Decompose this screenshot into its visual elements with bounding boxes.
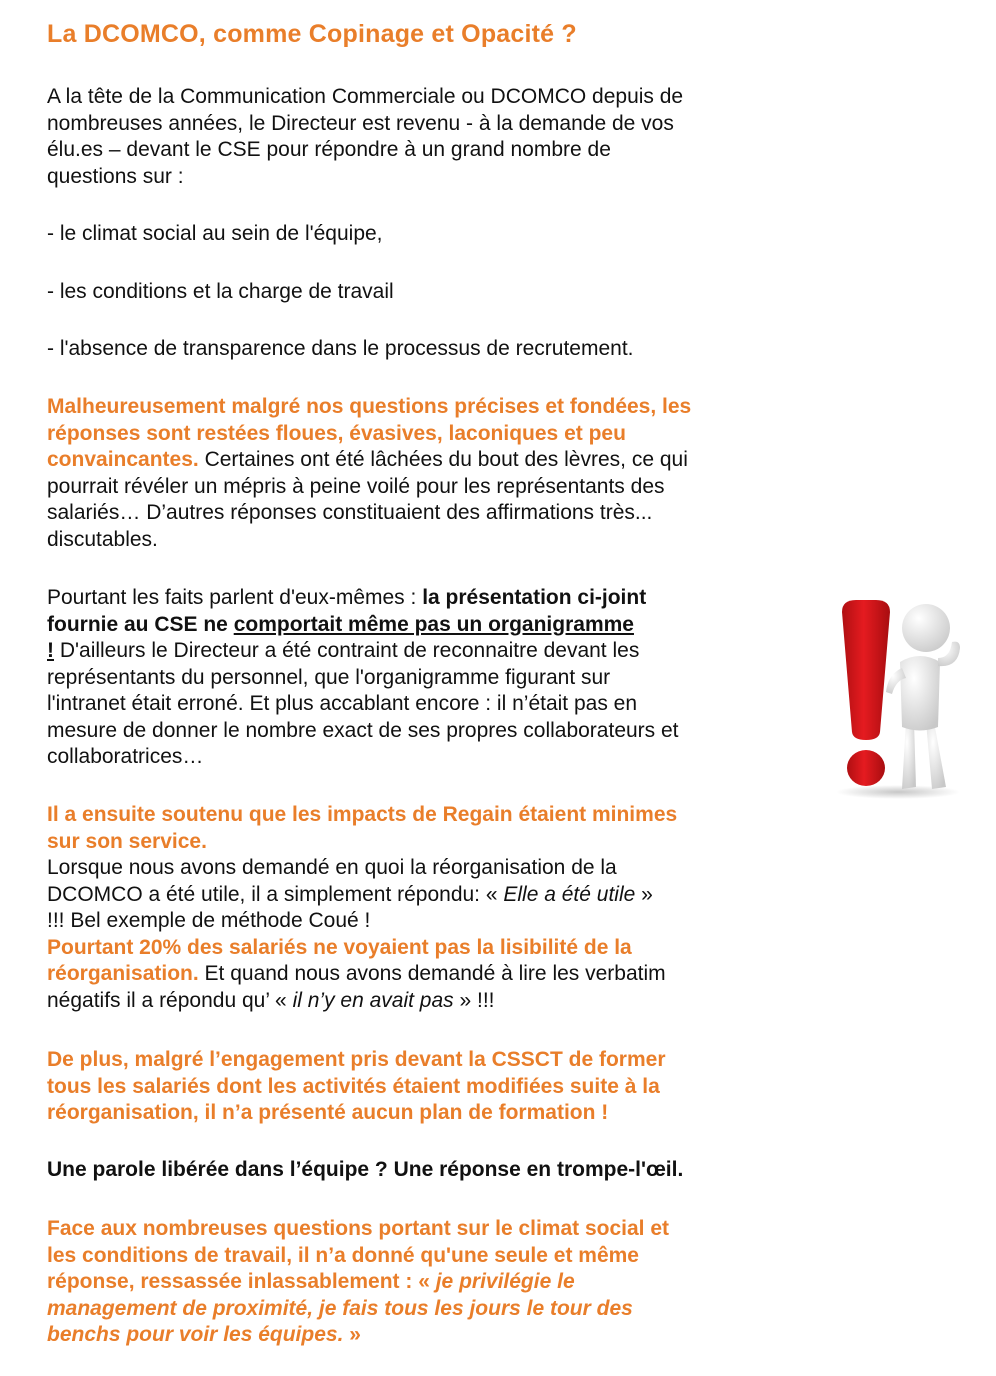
final-paragraph: [47, 1216, 777, 1349]
highlight-text: De plus, malgré l’engagement pris devant la CSSCT de former: [47, 1048, 666, 1071]
highlight-text: »: [343, 1323, 361, 1346]
intro-line: questions sur :: [47, 164, 184, 188]
highlight-text: les conditions de travail, il n’a donné qu'une seule et même: [47, 1243, 639, 1267]
intro-paragraph: [47, 84, 777, 190]
quote-text: je privilégie le: [435, 1270, 575, 1293]
body-text: DCOMCO a été utile, il a simplement répondu: «: [47, 882, 504, 906]
body-text: » !!!: [453, 988, 495, 1012]
bullet-item: - les conditions et la charge de travail: [47, 280, 394, 303]
bold-text: la présentation ci-joint: [422, 586, 647, 609]
quote-text: management de proximité, je fais tous les jours le tour des: [47, 1296, 633, 1320]
bullet-item: - l'absence de transparence dans le processus de recrutement.: [47, 337, 634, 360]
responses-paragraph: [47, 394, 777, 553]
exclamation-figure-icon: [836, 582, 970, 800]
body-text: »: [635, 882, 653, 906]
intro-line: élu.es – devant le CSE pour répondre à un grand nombre de: [47, 138, 611, 161]
body-text: Lorsque nous avons demandé en quoi la réorganisation de la: [47, 856, 617, 879]
highlight-text: réponses sont restées floues, évasives, laconiques et peu: [47, 421, 626, 445]
body-text: discutables.: [47, 527, 158, 551]
page-title: La DCOMCO, comme Copinage et Opacité ?: [47, 20, 577, 48]
body-text: Certaines ont été lâchées du bout des lèvres, ce qui: [198, 448, 688, 471]
bold-text: fournie au CSE ne: [47, 612, 234, 636]
body-text: l'intranet était erroné. Et plus accablant encore : il n’était pas en: [47, 692, 638, 715]
body-text: représentants du personnel, que l'organigramme figurant sur: [47, 665, 611, 689]
highlight-text: réponse, ressassée inlassablement : «: [47, 1270, 436, 1293]
body-text: pourrait révéler un mépris à peine voilé pour les représentants des: [47, 474, 665, 498]
training-paragraph: [47, 1047, 777, 1127]
underlined-text: comportait même pas un organigramme: [233, 612, 634, 636]
facts-paragraph: [47, 585, 777, 771]
body-text: collaboratrices…: [47, 745, 204, 768]
quote-text: Elle a été utile: [503, 882, 636, 906]
regain-paragraph: [47, 802, 777, 1014]
intro-line: A la tête de la Communication Commerciale ou DCOMCO depuis de: [47, 85, 684, 108]
highlight-text: Pourtant 20% des salariés ne voyaient pas la lisibilité de la: [47, 935, 632, 959]
highlight-text: convaincantes.: [47, 448, 199, 471]
highlight-text: sur son service.: [47, 829, 207, 853]
highlight-text: réorganisation, il n’a présenté aucun plan de formation !: [47, 1101, 609, 1124]
highlight-text: Malheureusement malgré nos questions précises et fondées, les: [47, 395, 692, 418]
exclamation-figure-icon: [836, 582, 970, 800]
intro-line: nombreuses années, le Directeur est revenu - à la demande de vos: [47, 111, 674, 135]
question-paragraph: [47, 1157, 777, 1184]
body-text: salariés… D’autres réponses constituaient des affirmations très...: [47, 501, 653, 524]
body-text: négatifs il a répondu qu’ «: [47, 988, 293, 1012]
highlight-text: Il a ensuite soutenu que les impacts de Regain étaient minimes: [47, 803, 678, 826]
body-text: !!! Bel exemple de méthode Coué !: [47, 909, 371, 932]
quote-text: benchs pour voir les équipes.: [47, 1323, 344, 1346]
body-text: mesure de donner le nombre exact de ses propres collaborateurs et: [47, 718, 679, 742]
bold-text: Une parole libérée dans l’équipe ? Une réponse en trompe-l'œil.: [47, 1158, 684, 1181]
quote-text: il n’y en avait pas: [292, 988, 454, 1012]
body-text: Pourtant les faits parlent d'eux-mêmes :: [47, 586, 423, 609]
highlight-text: Face aux nombreuses questions portant sur le climat social et: [47, 1217, 670, 1240]
underlined-text: !: [47, 639, 54, 662]
body-text: D'ailleurs le Directeur a été contraint de reconnaitre devant les: [54, 639, 640, 662]
bullet-item: - le climat social au sein de l'équipe,: [47, 222, 383, 245]
highlight-text: tous les salariés dont les activités étaient modifiées suite à la: [47, 1074, 660, 1098]
body-text: Et quand nous avons demandé à lire les verbatim: [198, 962, 666, 985]
highlight-text: réorganisation.: [47, 962, 199, 985]
